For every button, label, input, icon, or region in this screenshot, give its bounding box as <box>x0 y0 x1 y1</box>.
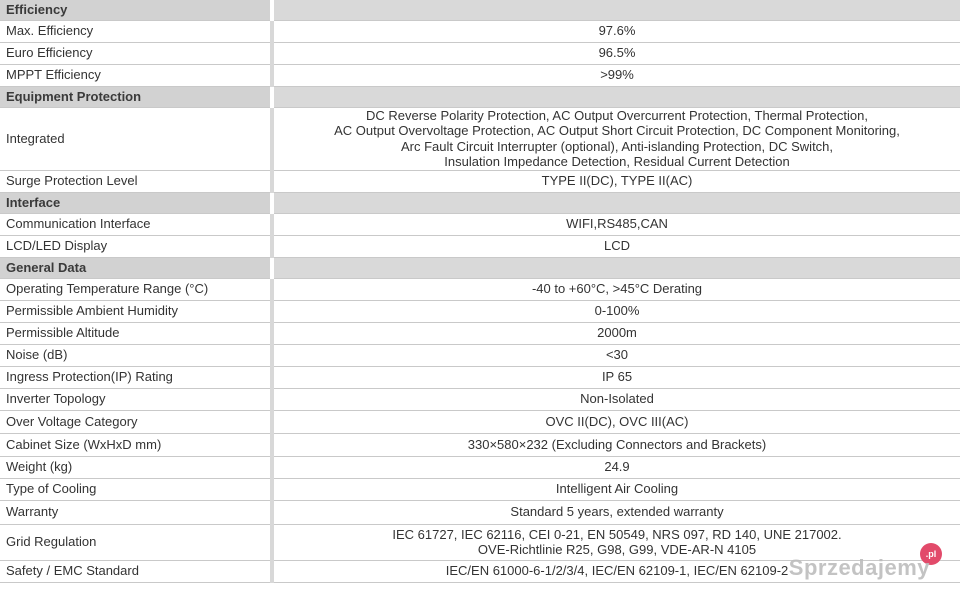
section-title: Efficiency <box>0 0 272 20</box>
spec-value-line: 97.6% <box>598 23 636 39</box>
spec-value <box>272 170 960 192</box>
spec-value <box>272 500 960 524</box>
spec-value-line: 0-100% <box>594 303 640 319</box>
spec-value-line: 24.9 <box>604 459 630 475</box>
spec-label: LCD/LED Display <box>0 235 272 257</box>
spec-row <box>0 278 960 300</box>
spec-label: Cabinet Size (WxHxD mm) <box>0 433 272 456</box>
watermark-logo: Sprzedajemy <box>788 555 930 580</box>
spec-value-line: 2000m <box>597 325 637 341</box>
spec-value <box>272 300 960 322</box>
spec-value-line: <30 <box>605 347 629 363</box>
spec-value <box>272 235 960 257</box>
spec-label: Communication Interface <box>0 213 272 235</box>
spec-label: MPPT Efficiency <box>0 64 272 86</box>
spec-row <box>0 366 960 388</box>
section-spacer <box>272 86 960 107</box>
spec-value-line: IEC/EN 61000-6-1/2/3/4, IEC/EN 62109-1, IEC/EN 62109-2 <box>445 563 789 579</box>
section-spacer <box>272 257 960 278</box>
spec-value <box>272 278 960 300</box>
spec-label: Inverter Topology <box>0 388 272 410</box>
spec-value-line: OVC II(DC), OVC III(AC) <box>545 413 689 429</box>
spec-value <box>272 388 960 410</box>
spec-row <box>0 456 960 478</box>
spec-value-line: IP 65 <box>601 369 633 385</box>
section-spacer <box>272 0 960 20</box>
spec-value <box>272 410 960 433</box>
spec-row <box>0 64 960 86</box>
section-title: Equipment Protection <box>0 86 272 107</box>
spec-label: Ingress Protection(IP) Rating <box>0 366 272 388</box>
spec-value <box>272 64 960 86</box>
spec-label: Permissible Altitude <box>0 322 272 344</box>
spec-row <box>0 410 960 433</box>
spec-value-line: IEC 61727, IEC 62116, CEI 0-21, EN 50549, NRS 097, RD 140, UNE 217002. <box>392 526 842 542</box>
spec-value-line: Insulation Impedance Detection, Residual Current Detection <box>444 154 790 169</box>
spec-value <box>272 433 960 456</box>
spec-value-line: Intelligent Air Cooling <box>555 481 679 497</box>
spec-label: Over Voltage Category <box>0 410 272 433</box>
spec-row <box>0 107 960 170</box>
spec-value-line: AC Output Overvoltage Protection, AC Output Short Circuit Protection, DC Component Monitoring, <box>334 123 900 138</box>
spec-row <box>0 170 960 192</box>
spec-value <box>272 366 960 388</box>
spec-row <box>0 388 960 410</box>
section-title: General Data <box>0 257 272 278</box>
spec-value <box>272 344 960 366</box>
spec-label: Weight (kg) <box>0 456 272 478</box>
watermark-badge: .pl <box>920 543 942 565</box>
spec-label: Integrated <box>0 107 272 170</box>
spec-row <box>0 322 960 344</box>
spec-value-line: 96.5% <box>598 45 636 61</box>
spec-label: Euro Efficiency <box>0 42 272 64</box>
spec-row <box>0 433 960 456</box>
section-header-row <box>0 86 960 107</box>
spec-label: Noise (dB) <box>0 344 272 366</box>
spec-row <box>0 42 960 64</box>
section-title: Interface <box>0 192 272 213</box>
spec-label: Operating Temperature Range (°C) <box>0 278 272 300</box>
spec-label: Surge Protection Level <box>0 170 272 192</box>
spec-label: Permissible Ambient Humidity <box>0 300 272 322</box>
spec-row <box>0 500 960 524</box>
spec-value-line: LCD <box>603 238 630 254</box>
section-header-row <box>0 0 960 20</box>
spec-label: Warranty <box>0 500 272 524</box>
spec-label: Grid Regulation <box>0 524 272 560</box>
spec-value-line: 330×580×232 (Excluding Connectors and Brackets) <box>467 436 767 452</box>
spec-row <box>0 235 960 257</box>
spec-value-line: Standard 5 years, extended warranty <box>510 504 724 520</box>
spec-value-line: WIFI,RS485,CAN <box>566 216 668 232</box>
spec-value-line: Non-Isolated <box>580 391 654 407</box>
section-header-row <box>0 257 960 278</box>
spec-label: Max. Efficiency <box>0 20 272 42</box>
spec-row <box>0 300 960 322</box>
section-header-row <box>0 192 960 213</box>
spec-value <box>272 322 960 344</box>
spec-value-line: DC Reverse Polarity Protection, AC Output Overcurrent Protection, Thermal Protection, <box>366 107 868 123</box>
spec-row <box>0 478 960 500</box>
section-spacer <box>272 192 960 213</box>
spec-value <box>272 213 960 235</box>
spec-value-line: TYPE II(DC), TYPE II(AC) <box>541 173 693 189</box>
spec-value <box>272 478 960 500</box>
spec-value-line: >99% <box>600 67 634 83</box>
spec-row <box>0 20 960 42</box>
spec-value-line: Arc Fault Circuit Interrupter (optional), Anti-islanding Protection, DC Switch, <box>400 138 834 154</box>
spec-label: Safety / EMC Standard <box>0 560 272 582</box>
spec-value <box>272 42 960 64</box>
spec-value <box>272 456 960 478</box>
spec-value <box>272 107 960 170</box>
spec-value-line: OVE-Richtlinie R25, G98, G99, VDE-AR-N 4105 <box>477 542 757 557</box>
spec-label: Type of Cooling <box>0 478 272 500</box>
spec-value-line: -40 to +60°C, >45°C Derating <box>531 281 703 297</box>
spec-value <box>272 20 960 42</box>
spec-row <box>0 344 960 366</box>
spec-row <box>0 213 960 235</box>
